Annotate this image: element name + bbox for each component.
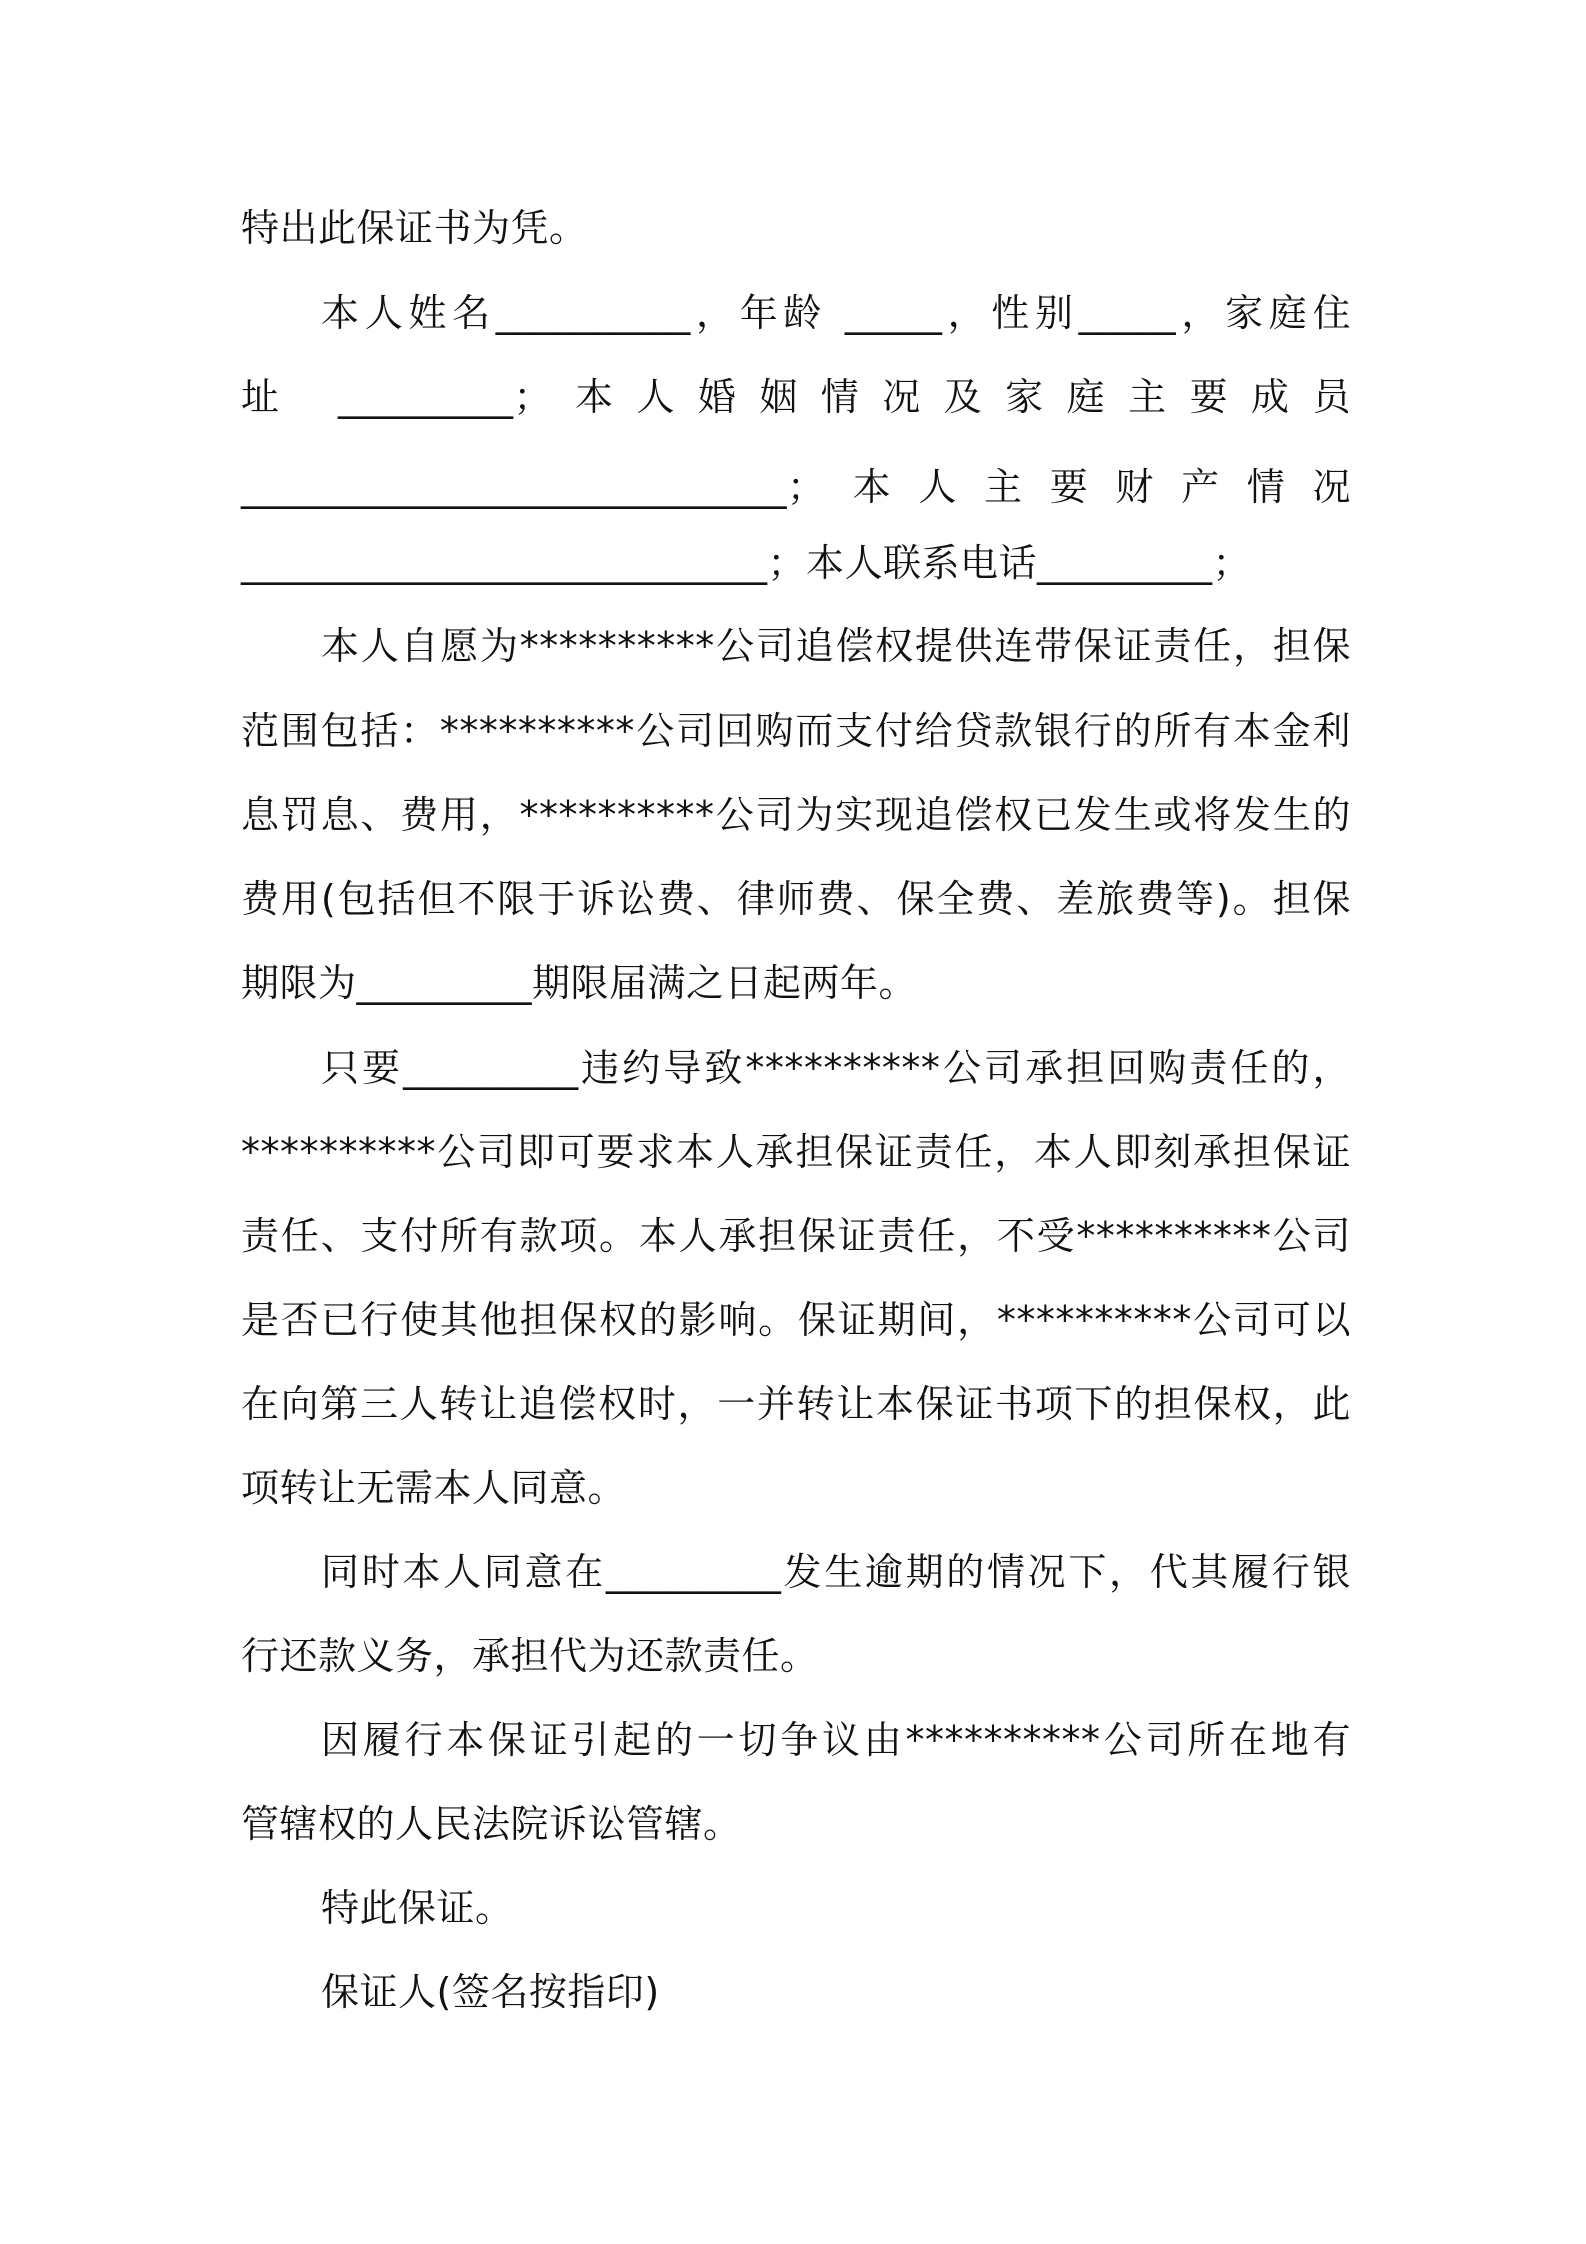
text-line-personal-info-1: 本人姓名__________，年龄 _____，性别_____，家庭住 [321, 291, 1351, 335]
text-line-personal-info-3: ____________________________；本人主要财产情况 [241, 465, 1351, 509]
text-line-jurisdiction-1: 因履行本保证引起的一切争议由**********公司所在地有 [321, 1718, 1351, 1762]
text-line-personal-info-2: 址 _________；本人婚姻情况及家庭主要成员 [241, 375, 1351, 419]
text-line-guarantee-scope-2: 范围包括：**********公司回购而支付给贷款银行的所有本金利 [241, 709, 1351, 753]
text-line-overdue-2: 行还款义务，承担代为还款责任。 [241, 1634, 819, 1678]
text-line-default-2: **********公司即可要求本人承担保证责任，本人即刻承担保证 [241, 1130, 1351, 1174]
text-line-default-6: 项转让无需本人同意。 [241, 1466, 627, 1510]
text-line-guarantee-scope-1: 本人自愿为**********公司追偿权提供连带保证责任，担保 [321, 624, 1351, 668]
text-line-personal-info-4: ___________________________；本人联系电话_________； [241, 541, 1252, 585]
text-line-default-3: 责任、支付所有款项。本人承担保证责任，不受**********公司 [241, 1214, 1351, 1258]
text-line-overdue-1: 同时本人同意在_________发生逾期的情况下，代其履行银 [321, 1550, 1351, 1594]
text-line-guarantee-scope-4: 费用(包括但不限于诉讼费、律师费、保全费、差旅费等)。担保 [241, 877, 1351, 921]
text-line-default-5: 在向第三人转让追偿权时，一并转让本保证书项下的担保权，此 [241, 1382, 1351, 1426]
text-line-jurisdiction-2: 管辖权的人民法院诉讼管辖。 [241, 1802, 742, 1846]
text-line-default-1: 只要_________违约导致**********公司承担回购责任的， [321, 1046, 1351, 1090]
text-line-closing-prev: 特出此保证书为凭。 [241, 206, 588, 250]
text-line-hereby-guarantee: 特此保证。 [321, 1886, 514, 1930]
text-line-guarantee-scope-5: 期限为_________期限届满之日起两年。 [241, 961, 918, 1005]
text-line-default-4: 是否已行使其他担保权的影响。保证期间，**********公司可以 [241, 1298, 1351, 1342]
text-line-guarantor-signature: 保证人(签名按指印) [321, 1970, 660, 2014]
text-line-guarantee-scope-3: 息罚息、费用，**********公司为实现追偿权已发生或将发生的 [241, 793, 1351, 837]
